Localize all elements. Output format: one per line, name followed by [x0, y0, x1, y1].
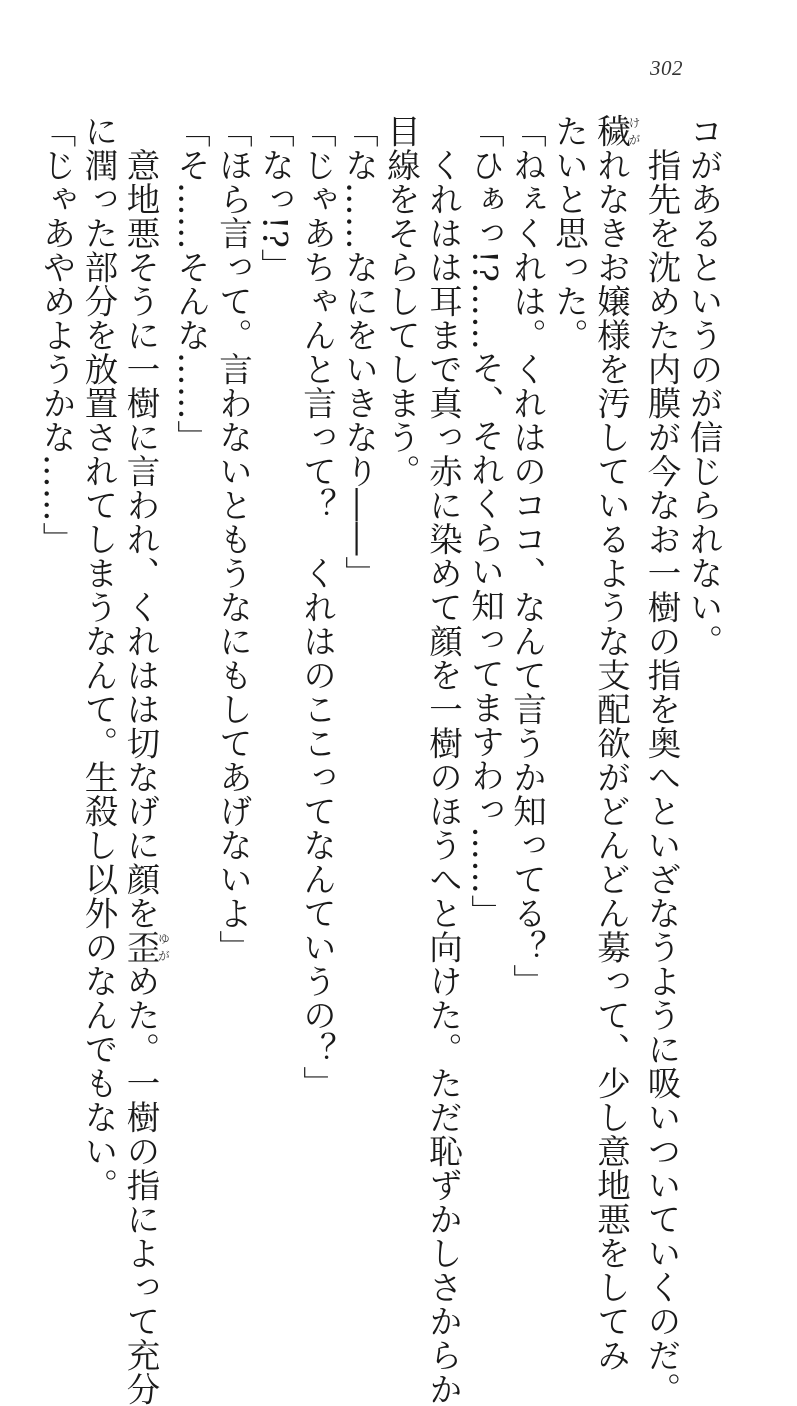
text-line: [506, 114, 548, 1138]
vertical-text-body: [37, 114, 724, 1406]
text-line: [590, 114, 641, 1372]
line-text: 「なっ!?」: [255, 114, 295, 283]
line-text: 指先を沈めた内膜が今なお一樹の指を奥へといざなうように吸いついていくのだ。: [642, 114, 681, 1406]
text-line: [464, 114, 506, 1138]
line-text: くれはは耳まで真っ赤に染めて顔を一樹のほうへと向けた。ただ恥ずかしさからか: [423, 114, 463, 1406]
line-text: めた。一樹の指によって充分: [121, 964, 160, 1406]
text-line: [548, 114, 590, 1138]
text-line: [682, 114, 724, 1138]
text-line: [212, 114, 254, 1138]
line-text: 「ねぇくれは。くれはのココ、なんて言うか知ってる？」: [507, 114, 547, 998]
line-text: コがあるというのが信じられない。: [684, 114, 723, 658]
line-text: たいと思った。: [549, 114, 589, 352]
furigana-reading: けが: [627, 114, 641, 148]
text-line: [296, 114, 338, 1138]
text-line: [640, 114, 682, 1406]
line-text: に潤った部分を放置されてしまうなんて。生殺し以外のなんでもない。: [79, 114, 118, 1202]
furigana-word: [121, 930, 171, 964]
text-line: [77, 114, 119, 1202]
text-line: [170, 114, 212, 1138]
furigana-word: [591, 114, 641, 148]
furigana-reading: ゆが: [156, 930, 171, 964]
line-text: 「な……なにをいきなり――」: [339, 114, 379, 590]
text-line: [422, 114, 464, 1406]
line-text: 「ほら言って。言わないともうなにもしてあげないよ」: [213, 114, 253, 964]
text-line: [338, 114, 380, 1138]
ruby-base: 歪: [121, 930, 160, 964]
line-text: 意地悪そうに一樹に言われ、くれはは切なげに顔を: [121, 114, 160, 930]
line-text: 「じゃあちゃんと言って？ くれはのここってなんていうの？」: [297, 114, 337, 1100]
line-text: れなきお嬢様を汚しているような支配欲がどんどん募って、少し意地悪をしてみ: [591, 148, 631, 1372]
text-line: [380, 114, 422, 1138]
line-text: 目線をそらしてしまう。: [381, 114, 421, 488]
line-text: 「そ……そんな……」: [171, 114, 211, 454]
text-line: [35, 114, 77, 1138]
line-text: 「じゃあやめようかな……」: [37, 114, 76, 556]
text-line: [254, 114, 296, 1138]
page-number: 302: [650, 56, 683, 80]
line-text: 「ひぁっ!?……そ、それくらい知ってますわっ……」: [465, 114, 505, 929]
ruby-base: 穢: [591, 114, 631, 148]
text-line: [119, 114, 171, 1406]
